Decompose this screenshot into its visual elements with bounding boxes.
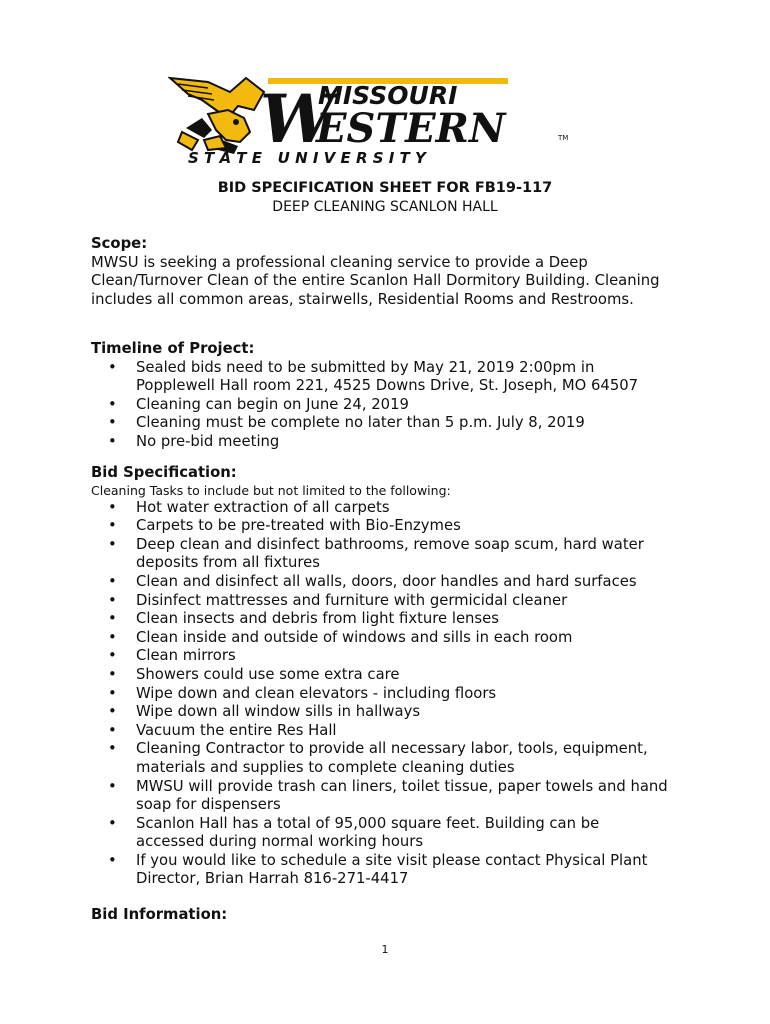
document-title: BID SPECIFICATION SHEET FOR FB19-117 — [217, 180, 553, 196]
bullet-icon: • — [108, 572, 117, 590]
list-item — [91, 414, 691, 433]
list-item-text: Wipe down all window sills in hallways — [136, 703, 421, 721]
bullet-icon: • — [108, 740, 117, 758]
list-item-text: materials and supplies to complete cleaning duties — [136, 758, 515, 776]
bullet-icon: • — [108, 498, 117, 516]
bullet-icon: • — [108, 814, 117, 832]
list-item-text: accessed during normal working hours — [136, 833, 424, 851]
bullet-icon: • — [108, 414, 117, 432]
list-item-text: Clean insects and debris from light fixture lenses — [136, 610, 499, 628]
logo-missouri: MISSOURI — [318, 81, 458, 110]
list-item-text: Cleaning must be complete no later than 5 p.m. July 8, 2019 — [136, 414, 585, 432]
list-item — [91, 852, 691, 889]
list-item — [91, 703, 691, 722]
bullet-icon: • — [108, 628, 117, 646]
list-item — [91, 610, 691, 629]
bullet-icon: • — [108, 517, 117, 535]
list-item — [91, 573, 691, 592]
list-item-text: Director, Brian Harrah 816-271-4417 — [136, 870, 409, 888]
list-item-text: MWSU will provide trash can liners, toilet tissue, paper towels and hand — [136, 777, 668, 795]
bullet-icon: • — [108, 851, 117, 869]
scope-heading: Scope: — [91, 235, 148, 252]
list-item-text: If you would like to schedule a site visit please contact Physical Plant — [136, 851, 648, 869]
list-item-text: Carpets to be pre-treated with Bio-Enzymes — [136, 517, 461, 535]
list-item-text: Cleaning Contractor to provide all necessary labor, tools, equipment, — [136, 740, 648, 758]
list-item — [91, 685, 691, 704]
scope-section — [91, 235, 691, 309]
scope-line: MWSU is seeking a professional cleaning service to provide a Deep — [91, 253, 588, 271]
logo-tm: TM — [558, 134, 569, 142]
bullet-icon: • — [108, 777, 117, 795]
bid-information-heading: Bid Information: — [91, 906, 228, 923]
list-item — [91, 396, 691, 415]
bullet-icon: • — [108, 684, 117, 702]
list-item — [91, 740, 691, 777]
list-item-text: Scanlon Hall has a total of 95,000 square feet. Building can be — [136, 814, 600, 832]
griffin-mascot-icon — [170, 78, 264, 154]
list-item — [91, 592, 691, 611]
list-item — [91, 722, 691, 741]
bid-specification-section — [91, 464, 691, 889]
list-item — [91, 359, 691, 396]
timeline-list — [91, 359, 691, 452]
bullet-icon: • — [108, 721, 117, 739]
bullet-icon: • — [108, 703, 117, 721]
bullet-icon: • — [108, 535, 117, 553]
list-item-text: Clean inside and outside of windows and sills in each room — [136, 628, 573, 646]
list-item-text: Wipe down and clean elevators - including floors — [136, 684, 497, 702]
list-item-text: Hot water extraction of all carpets — [136, 498, 390, 516]
bullet-icon: • — [108, 591, 117, 609]
timeline-heading: Timeline of Project: — [91, 340, 255, 357]
list-item-text: Vacuum the entire Res Hall — [136, 721, 337, 739]
bullet-icon: • — [108, 395, 117, 413]
logo-western-w: W — [260, 80, 335, 158]
bid-information-section — [91, 906, 691, 925]
list-item — [91, 499, 691, 518]
bullet-icon: • — [108, 610, 117, 628]
bid-specification-intro: Cleaning Tasks to include but not limited to the following: — [91, 482, 451, 498]
bullet-icon: • — [108, 665, 117, 683]
list-item-text: Showers could use some extra care — [136, 665, 400, 683]
list-item-text: soap for dispensers — [136, 796, 281, 814]
logo-western-rest: ESTERN — [316, 105, 506, 152]
bullet-icon: • — [108, 432, 117, 450]
list-item — [91, 433, 691, 452]
list-item-text: Sealed bids need to be submitted by May 21, 2019 2:00pm in — [136, 358, 595, 376]
list-item — [91, 517, 691, 536]
list-item — [91, 666, 691, 685]
list-item — [91, 536, 691, 573]
timeline-section — [91, 340, 691, 452]
list-item-text: No pre-bid meeting — [136, 432, 280, 450]
list-item-text: Cleaning can begin on June 24, 2019 — [136, 395, 409, 413]
bullet-icon: • — [108, 358, 117, 376]
scope-line: Clean/Turnover Clean of the entire Scanlon Hall Dormitory Building. Cleaning — [91, 272, 660, 290]
university-logo — [168, 70, 578, 170]
list-item — [91, 778, 691, 815]
cleaning-task-list — [91, 499, 691, 889]
logo-state-university: S T A T E U N I V E R S I T Y — [188, 149, 426, 167]
list-item-text: deposits from all fixtures — [136, 554, 320, 572]
list-item — [91, 647, 691, 666]
bid-specification-heading: Bid Specification: — [91, 464, 237, 481]
list-item-text: Deep clean and disinfect bathrooms, remove soap scum, hard water — [136, 535, 644, 553]
page-number: 1 — [381, 943, 389, 956]
list-item-text: Clean mirrors — [136, 647, 236, 665]
bullet-icon: • — [108, 647, 117, 665]
list-item — [91, 629, 691, 648]
scope-line: includes all common areas, stairwells, Residential Rooms and Restrooms. — [91, 290, 634, 308]
list-item-text: Clean and disinfect all walls, doors, door handles and hard surfaces — [136, 572, 637, 590]
list-item-text: Disinfect mattresses and furniture with germicidal cleaner — [136, 591, 568, 609]
list-item — [91, 815, 691, 852]
list-item-text: Popplewell Hall room 221, 4525 Downs Drive, St. Joseph, MO 64507 — [136, 377, 639, 395]
document-subtitle: DEEP CLEANING SCANLON HALL — [272, 199, 498, 215]
